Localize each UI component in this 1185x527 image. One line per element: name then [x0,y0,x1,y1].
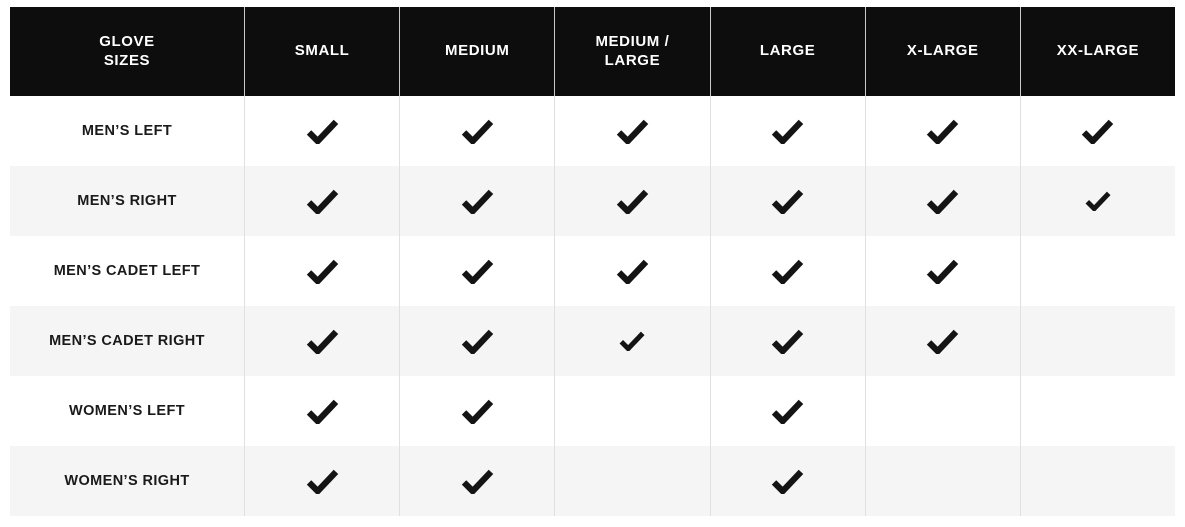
checkmark-icon [926,189,959,214]
check-cell [710,446,865,516]
checkmark-icon [306,259,339,284]
checkmark-icon [461,119,494,144]
check-cell [244,96,399,166]
checkmark-icon [461,189,494,214]
table-row-men-s-right [10,166,1175,236]
check-cell [710,376,865,446]
check-cell [399,306,554,376]
row-label: MEN’S CADET LEFT [53,263,201,279]
checkmark-icon [771,399,804,424]
check-cell [244,166,399,236]
empty-cell [554,446,709,516]
header-cell-x-large [865,7,1020,96]
empty-cell [1020,376,1175,446]
check-cell [1020,96,1175,166]
empty-cell [1020,446,1175,516]
empty-cell [1020,236,1175,306]
check-cell [399,446,554,516]
row-label: MEN’S LEFT [81,123,173,139]
table-row-women-s-left [10,376,1175,446]
check-cell [710,96,865,166]
checkmark-icon [461,469,494,494]
check-cell [399,166,554,236]
row-label: WOMEN’S RIGHT [64,473,190,489]
checkmark-icon [616,119,649,144]
header-cell-label: LARGE [759,42,816,60]
check-cell [554,166,709,236]
table-row-men-s-cadet-left [10,236,1175,306]
check-cell [865,306,1020,376]
check-cell [244,376,399,446]
header-cell-large [710,7,865,96]
checkmark-icon [771,259,804,284]
table-row-men-s-cadet-right [10,306,1175,376]
checkmark-icon [461,259,494,284]
checkmark-icon [1081,119,1114,144]
checkmark-icon [306,399,339,424]
check-cell [399,236,554,306]
header-cell-label: MEDIUM / LARGE [595,32,670,69]
header-cell-xx-large [1020,7,1175,96]
header-cell-glove-sizes [10,7,244,96]
check-cell [399,96,554,166]
checkmark-icon [461,399,494,424]
empty-cell [865,376,1020,446]
checkmark-icon [771,469,804,494]
checkmark-icon [616,259,649,284]
check-cell [1020,166,1175,236]
check-cell [399,376,554,446]
glove-sizes-table [10,7,1175,516]
checkmark-icon [619,331,645,351]
check-cell [244,236,399,306]
check-cell [554,306,709,376]
check-cell [244,306,399,376]
header-cell-label: XX-LARGE [1056,42,1140,60]
table-title: GLOVE SIZES [99,32,155,69]
check-cell [865,96,1020,166]
row-label: WOMEN’S LEFT [69,403,185,419]
check-cell [710,166,865,236]
header-cell-label: SMALL [294,42,350,60]
check-cell [710,236,865,306]
check-cell [865,236,1020,306]
checkmark-icon [926,329,959,354]
table-header-row [10,7,1175,96]
checkmark-icon [771,119,804,144]
check-cell [554,96,709,166]
row-label: MEN’S RIGHT [77,193,177,209]
checkmark-icon [926,119,959,144]
checkmark-icon [1085,191,1111,211]
checkmark-icon [306,119,339,144]
check-cell [244,446,399,516]
table-row-men-s-left [10,96,1175,166]
empty-cell [865,446,1020,516]
checkmark-icon [461,329,494,354]
check-cell [865,166,1020,236]
checkmark-icon [306,189,339,214]
check-cell [710,306,865,376]
header-cell-label: X-LARGE [906,42,979,60]
empty-cell [554,376,709,446]
checkmark-icon [306,469,339,494]
header-cell-label: MEDIUM [445,42,510,60]
checkmark-icon [771,189,804,214]
row-label: MEN’S CADET RIGHT [49,333,205,349]
check-cell [554,236,709,306]
table-body [10,96,1175,516]
checkmark-icon [616,189,649,214]
checkmark-icon [771,329,804,354]
checkmark-icon [306,329,339,354]
header-cell-medium-large [554,7,709,96]
table-row-women-s-right [10,446,1175,516]
checkmark-icon [926,259,959,284]
empty-cell [1020,306,1175,376]
header-cell-medium [399,7,554,96]
header-cell-small [244,7,399,96]
